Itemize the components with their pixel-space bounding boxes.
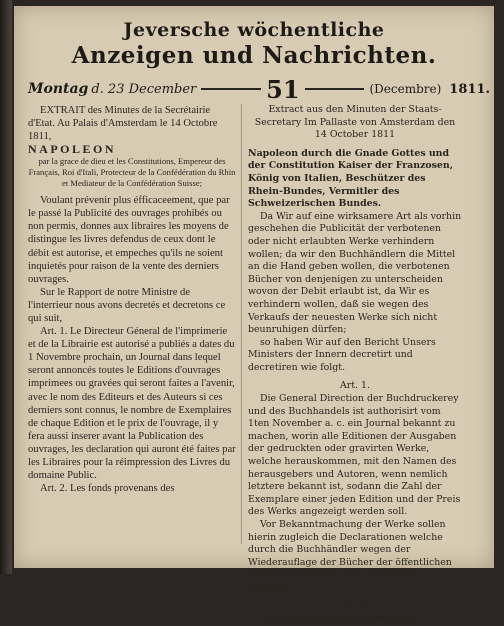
german-paragraph: Art. 2. [340,600,370,612]
german-paragraph: so haben Wir auf den Bericht Unsers Ministers der Innern decretirt und decretiren wie folgt. [248,336,436,373]
french-column [28,104,236,495]
french-paragraph: par la grace de dieu et les Constitutions, Empereur des Français, Roi d'Itali, Protecteur de la Confédération du Rhin et Mediateur de la Confédération Suisse; [28,156,236,188]
column-divider [241,104,242,544]
german-paragraph: Vor Bekanntmachung der Werke sollen hierin zugleich die Declarationen welche durch die Buchhändler wegen der Wiederauflage der Bücher der öffentlichen Domainen gemacht sind, eingerückt werden. [248,519,452,593]
dateline-date: d. 23 December [91,81,197,97]
masthead [14,18,494,70]
french-paragraph: Art. 1. Le Directeur Géneral de l'imprimerie et de la Librairie est autorisé a publiés a dates du 1 Novembre prochain, un Journal dans lequel seront annoncés toutes le Editions d'ouvrages imprimees ou gravées qui seront faites a l'avenir, avec le nom des Editeurs et des Auteurs si ces derniers sont connus, le nombre de Exemplaires de chaque Edition et le prix de l'ouvrage, il y fera aussi inserer avant la Publication des ouvrages, les declaration qui auront été faites par les Libraires pour la réimpression des Livres du domaine Public. [28,326,236,482]
masthead-line-2: Anzeigen und Nachrichten. [71,42,437,69]
german-paragraph: Extract aus den Minuten der Staats-Secretary Im Pallaste von Amsterdam den 14 October 1811 [254,104,456,141]
french-paragraph: Sur le Rapport de notre Ministre de l'interrieur nous avons decretés et decretons ce qui suit, [28,286,226,324]
german-paragraph: Der Fonds aus dem Abonnement [260,613,416,625]
french-paragraph: Art. 2. Les fonds provenans des [40,483,175,495]
german-paragraph: Napoleon durch die Gnade Gottes und der Constitution Kaiser der Franzosen, König von Italien, Beschützer des Rhein-Bundes, Vermitler des Schweizerischen Bundes. [248,147,453,210]
dateline-month-fr: (Decembre) [369,82,442,96]
dateline-day: Montag [28,81,89,97]
dateline-year: 1811. [449,81,491,97]
french-paragraph: EXTRAIT des Minutes de la Secrétairie d'Etat. Au Palais d'Amsterdam le 14 Octobre 1811, [28,105,218,143]
german-paragraph: Da Wir auf eine wirksamere Art als vorhin geschehen die Publicität der verbotenen oder nicht erlaubten Werke verhindern wollen; da wir den Buchhändlern die Mittel an die Hand geben wollen, die verbotenen Bücher von denjenigen zu unterscheiden wovon der Debit erlaubt ist, da Wir es verhindern wollen, daß sie wegen des Verkaufs der neuesten Werke sich nicht beunruhigen dürfen; [248,210,462,336]
german-column [248,104,462,626]
issue-number: 51 [266,74,300,104]
dateline-rule [201,88,261,90]
dateline [28,76,490,102]
german-paragraph: Art. 1. [340,380,370,392]
book-spine [0,0,12,574]
dateline-rule [305,88,365,90]
german-paragraph: Die General Direction der Buchdruckerey und des Buchhandels ist authorisirt vom 1ten November a. c. ein Journal bekannt zu machen, worin alle Editionen der Ausgaben der gedruckten oder gravirten Werke, welche herauskommen, mit den Namen des herausgebers und Autoren, wenn nemlich letztere bekannt ist, sodann die Zahl der Exemplare einer jeden Edition und der Preis des Werks angezeigt werden soll. [248,393,461,518]
french-paragraph: Voulant prévenir plus éfficaceement, que par le passé la Publicité des ouvrages prohibés ou non permis, donnes aux libraires les moyens de distingue les livres defendus de ceux dont le débit est autorise, et empeches qu'ils ne soient inquietés pour raison de la vente des derniers ouvrages. [28,195,230,285]
french-paragraph: NAPOLEON [28,142,117,157]
masthead-line-1: Jeversche wöchentliche [123,19,385,41]
